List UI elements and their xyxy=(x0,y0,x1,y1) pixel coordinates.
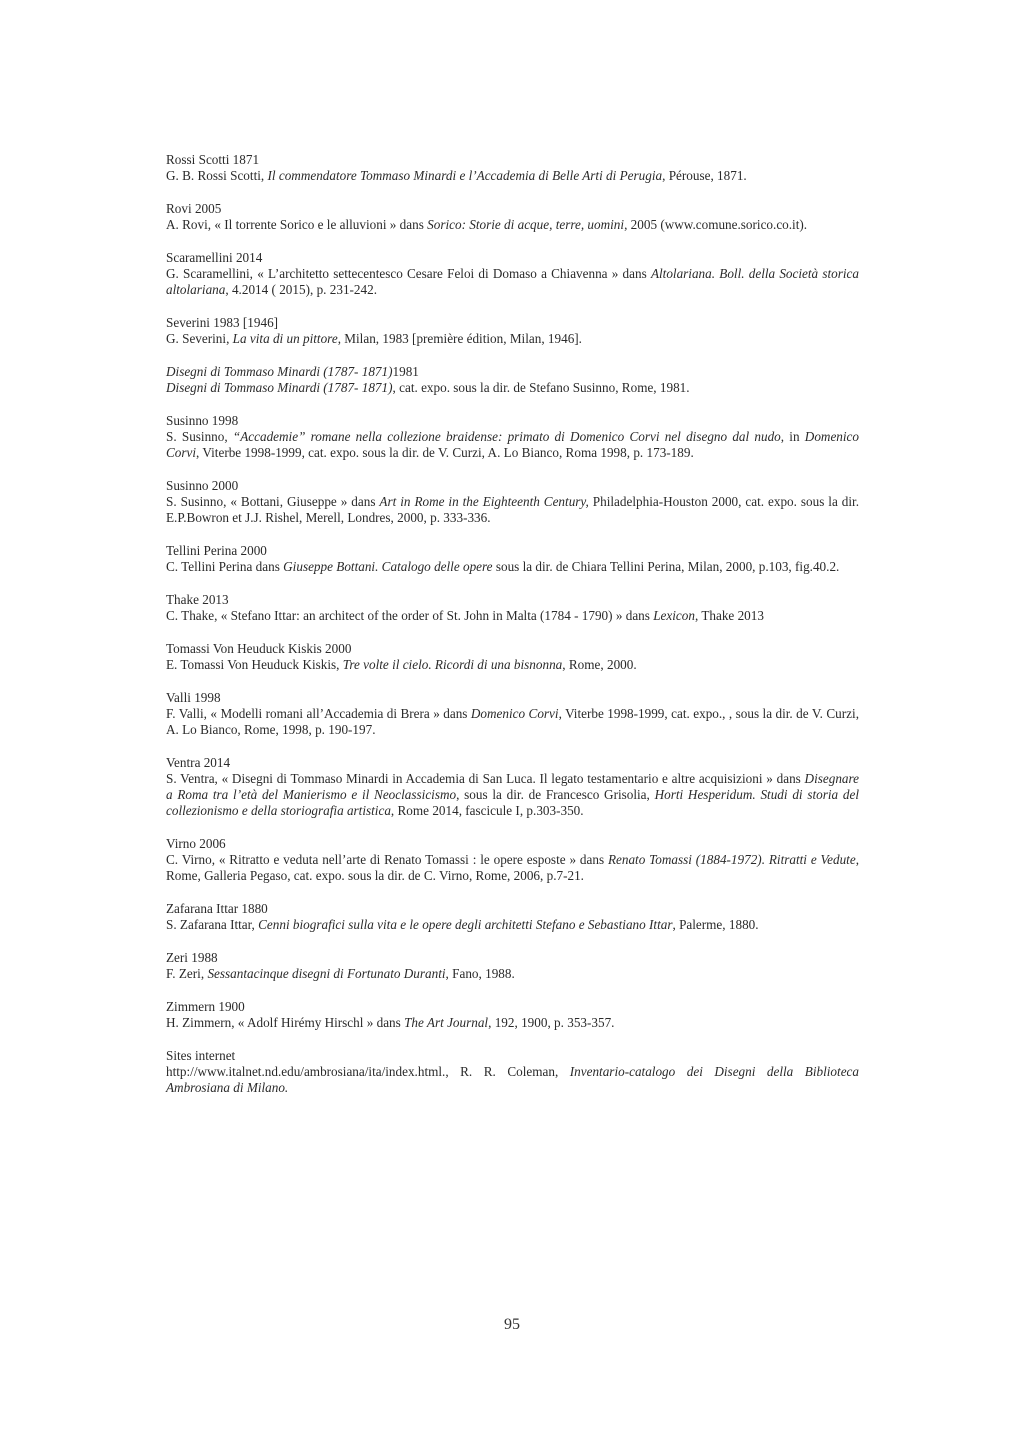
text-segment: , Fano, 1988. xyxy=(445,966,515,981)
italic-title: Il commendatore Tommaso Minardi e l’Accademia di Belle Arti di Perugia xyxy=(267,168,663,183)
italic-title: Domenico Corvi xyxy=(470,706,559,721)
bibliography-list xyxy=(166,152,859,1113)
text-segment: , Rome 2014, fascicule I, p.303-350. xyxy=(390,803,584,818)
bibliography-entry xyxy=(166,690,859,738)
text-segment: Severini 1983 [1946] xyxy=(166,315,279,330)
text-segment: , Pérouse, 1871. xyxy=(662,168,747,183)
entry-short-reference xyxy=(166,950,859,966)
text-segment: Zimmern 1900 xyxy=(166,999,245,1014)
entry-short-reference xyxy=(166,413,859,429)
italic-title: Giuseppe Bottani. Catalogo delle opere xyxy=(283,559,493,574)
text-segment: Rossi Scotti 1871 xyxy=(166,152,260,167)
italic-title: Inventario-catalogo dei Disegni della Biblioteca Ambrosiana di Milano. xyxy=(166,1064,859,1095)
bibliography-entry xyxy=(166,592,859,624)
entry-citation xyxy=(166,608,859,624)
entry-short-reference xyxy=(166,592,859,608)
text-segment: , sous la dir. de Francesco Grisolia, xyxy=(456,787,655,802)
text-segment: F. Zeri, xyxy=(166,966,208,981)
text-segment: S. Susinno, « Bottani, Giuseppe » dans xyxy=(166,494,380,509)
text-segment: Tomassi Von Heuduck Kiskis 2000 xyxy=(166,641,352,656)
text-segment: C. Tellini Perina dans xyxy=(166,559,284,574)
text-segment: G. B. Rossi Scotti, xyxy=(166,168,268,183)
text-segment: Susinno 2000 xyxy=(166,478,239,493)
bibliography-entry xyxy=(166,755,859,819)
text-segment: F. Valli, « Modelli romani all’Accademia di Brera » dans xyxy=(166,706,471,721)
text-segment: Ventra 2014 xyxy=(166,755,231,770)
entry-short-reference xyxy=(166,478,859,494)
text-segment: Virno 2006 xyxy=(166,836,226,851)
text-segment: , Thake 2013 xyxy=(694,608,764,623)
text-segment: H. Zimmern, « Adolf Hirémy Hirschl » dans xyxy=(166,1015,405,1030)
italic-title: Altolariana. Boll. della Società storica altolariana xyxy=(166,266,859,297)
text-segment: Thake 2013 xyxy=(166,592,229,607)
italic-text: Disegni di Tommaso Minardi (1787- 1871) xyxy=(166,364,393,379)
entry-citation xyxy=(166,380,859,396)
entry-citation xyxy=(166,771,859,819)
entry-short-reference xyxy=(166,641,859,657)
text-segment: , Rome, Galleria Pegaso, cat. expo. sous la dir. de C. Virno, Rome, 2006, p.7-21. xyxy=(166,852,859,883)
text-segment: E. Tomassi Von Heuduck Kiskis, xyxy=(166,657,343,672)
entry-short-reference xyxy=(166,999,859,1015)
entry-short-reference xyxy=(166,201,859,217)
italic-title: Disegnare a Roma tra l’età del Manierismo e il Neoclassicismo xyxy=(166,771,859,802)
entry-short-reference xyxy=(166,364,859,380)
bibliography-entry xyxy=(166,413,859,461)
text-segment: C. Thake, « Stefano Ittar: an architect of the order of St. John in Malta (1784 - 1790) » dans xyxy=(166,608,654,623)
text-segment: , 192, 1900, p. 353-357. xyxy=(488,1015,615,1030)
text-segment: S. Susinno, xyxy=(166,429,233,444)
bibliography-entry xyxy=(166,250,859,298)
text-segment: , Viterbe 1998-1999, cat. expo. sous la dir. de V. Curzi, A. Lo Bianco, Roma 1998, p. 173-189. xyxy=(196,445,694,460)
text-segment: , Milan, 1983 [première édition, Milan, 1946]. xyxy=(337,331,582,346)
bibliography-entry xyxy=(166,364,859,396)
entry-short-reference xyxy=(166,836,859,852)
text-segment: Scaramellini 2014 xyxy=(166,250,263,265)
bibliography-entry xyxy=(166,999,859,1031)
entry-short-reference xyxy=(166,315,859,331)
entry-citation xyxy=(166,494,859,526)
page-number: 95 xyxy=(504,1316,520,1333)
entry-citation xyxy=(166,852,859,884)
entry-citation xyxy=(166,966,859,982)
entry-citation xyxy=(166,1015,859,1031)
bibliography-entry xyxy=(166,641,859,673)
text-segment: S. Zafarana Ittar, xyxy=(166,917,259,932)
text-segment: C. Virno, « Ritratto e veduta nell’arte di Renato Tomassi : le opere esposte » dans xyxy=(166,852,608,867)
text-segment: 1981 xyxy=(392,364,419,379)
entry-citation xyxy=(166,657,859,673)
italic-title: Cenni biografici sulla vita e le opere degli architetti Stefano e Sebastiano Ittar xyxy=(258,917,673,932)
text-segment: , Palerme, 1880. xyxy=(672,917,759,932)
text-segment: , 4.2014 ( 2015), p. 231-242. xyxy=(225,282,378,297)
italic-title: The Art Journal xyxy=(404,1015,489,1030)
text-segment: Zeri 1988 xyxy=(166,950,218,965)
entry-short-reference xyxy=(166,1048,859,1064)
entry-short-reference xyxy=(166,543,859,559)
bibliography-entry xyxy=(166,901,859,933)
italic-title: Disegni di Tommaso Minardi (1787- 1871) xyxy=(166,380,393,395)
text-segment: http://www.italnet.nd.edu/ambrosiana/ita/index.html., R. R. Coleman, xyxy=(166,1064,570,1079)
text-segment: Philadelphia-Houston 2000, cat. expo. sous la dir. E.P.Bowron et J.J. Rishel, Merell, Londres, 2000, p. 333-336. xyxy=(166,494,859,525)
text-segment: Tellini Perina 2000 xyxy=(166,543,267,558)
text-segment: , Viterbe 1998-1999, cat. expo., , sous la dir. de V. Curzi, A. Lo Bianco, Rome, 1998, p. 190-197. xyxy=(166,706,859,737)
entry-short-reference xyxy=(166,690,859,706)
bibliography-entry xyxy=(166,478,859,526)
italic-title: Domenico Corvi xyxy=(166,429,859,460)
entry-short-reference xyxy=(166,755,859,771)
bibliography-entry xyxy=(166,315,859,347)
italic-title: Art in Rome in the Eighteenth Century, xyxy=(379,494,589,509)
bibliography-entry xyxy=(166,543,859,575)
text-segment: , in xyxy=(780,429,805,444)
entry-citation xyxy=(166,217,859,233)
italic-title: Sorico: Storie di acque, terre, uomini xyxy=(427,217,625,232)
text-segment: Susinno 1998 xyxy=(166,413,239,428)
entry-citation xyxy=(166,706,859,738)
italic-title: Horti Hesperidum. Studi di storia del collezionismo e della storiografia artistica xyxy=(166,787,859,818)
entry-citation xyxy=(166,168,859,184)
text-segment: sous la dir. de Chiara Tellini Perina, Milan, 2000, p.103, fig.40.2. xyxy=(492,559,840,574)
bibliography-entry xyxy=(166,152,859,184)
italic-title: Renato Tomassi (1884-1972). Ritratti e Vedute xyxy=(607,852,856,867)
italic-title: Tre volte il cielo. Ricordi di una bisnonna xyxy=(342,657,563,672)
text-segment: Sites internet xyxy=(166,1048,236,1063)
italic-title: Lexicon xyxy=(653,608,695,623)
entry-citation xyxy=(166,331,859,347)
text-segment: S. Ventra, « Disegni di Tommaso Minardi in Accademia di San Luca. Il legato testamentario e altre acquisizioni » dans xyxy=(166,771,805,786)
entry-short-reference xyxy=(166,152,859,168)
text-segment: , Rome, 2000. xyxy=(562,657,637,672)
entry-citation xyxy=(166,559,859,575)
entry-citation xyxy=(166,1064,859,1096)
text-segment: A. Rovi, « Il torrente Sorico e le alluvioni » dans xyxy=(166,217,428,232)
entry-short-reference xyxy=(166,250,859,266)
bibliography-entry xyxy=(166,950,859,982)
text-segment: G. Scaramellini, « L’architetto settecentesco Cesare Feloi di Domaso a Chiavenna » dans xyxy=(166,266,651,281)
italic-title: La vita di un pittore xyxy=(232,331,338,346)
text-segment: , cat. expo. sous la dir. de Stefano Susinno, Rome, 1981. xyxy=(392,380,690,395)
text-segment: Valli 1998 xyxy=(166,690,221,705)
italic-title: Sessantacinque disegni di Fortunato Duranti xyxy=(207,966,446,981)
entry-citation xyxy=(166,266,859,298)
entry-short-reference xyxy=(166,901,859,917)
entry-citation xyxy=(166,429,859,461)
bibliography-entry xyxy=(166,836,859,884)
text-segment: Rovi 2005 xyxy=(166,201,222,216)
entry-citation xyxy=(166,917,859,933)
text-segment: , 2005 (www.comune.sorico.co.it). xyxy=(624,217,808,232)
text-segment: G. Severini, xyxy=(166,331,233,346)
italic-title: “Accademie” romane nella collezione braidense: primato di Domenico Corvi nel disegno dal nudo xyxy=(232,429,781,444)
bibliography-entry xyxy=(166,201,859,233)
text-segment: Zafarana Ittar 1880 xyxy=(166,901,268,916)
bibliography-entry xyxy=(166,1048,859,1096)
